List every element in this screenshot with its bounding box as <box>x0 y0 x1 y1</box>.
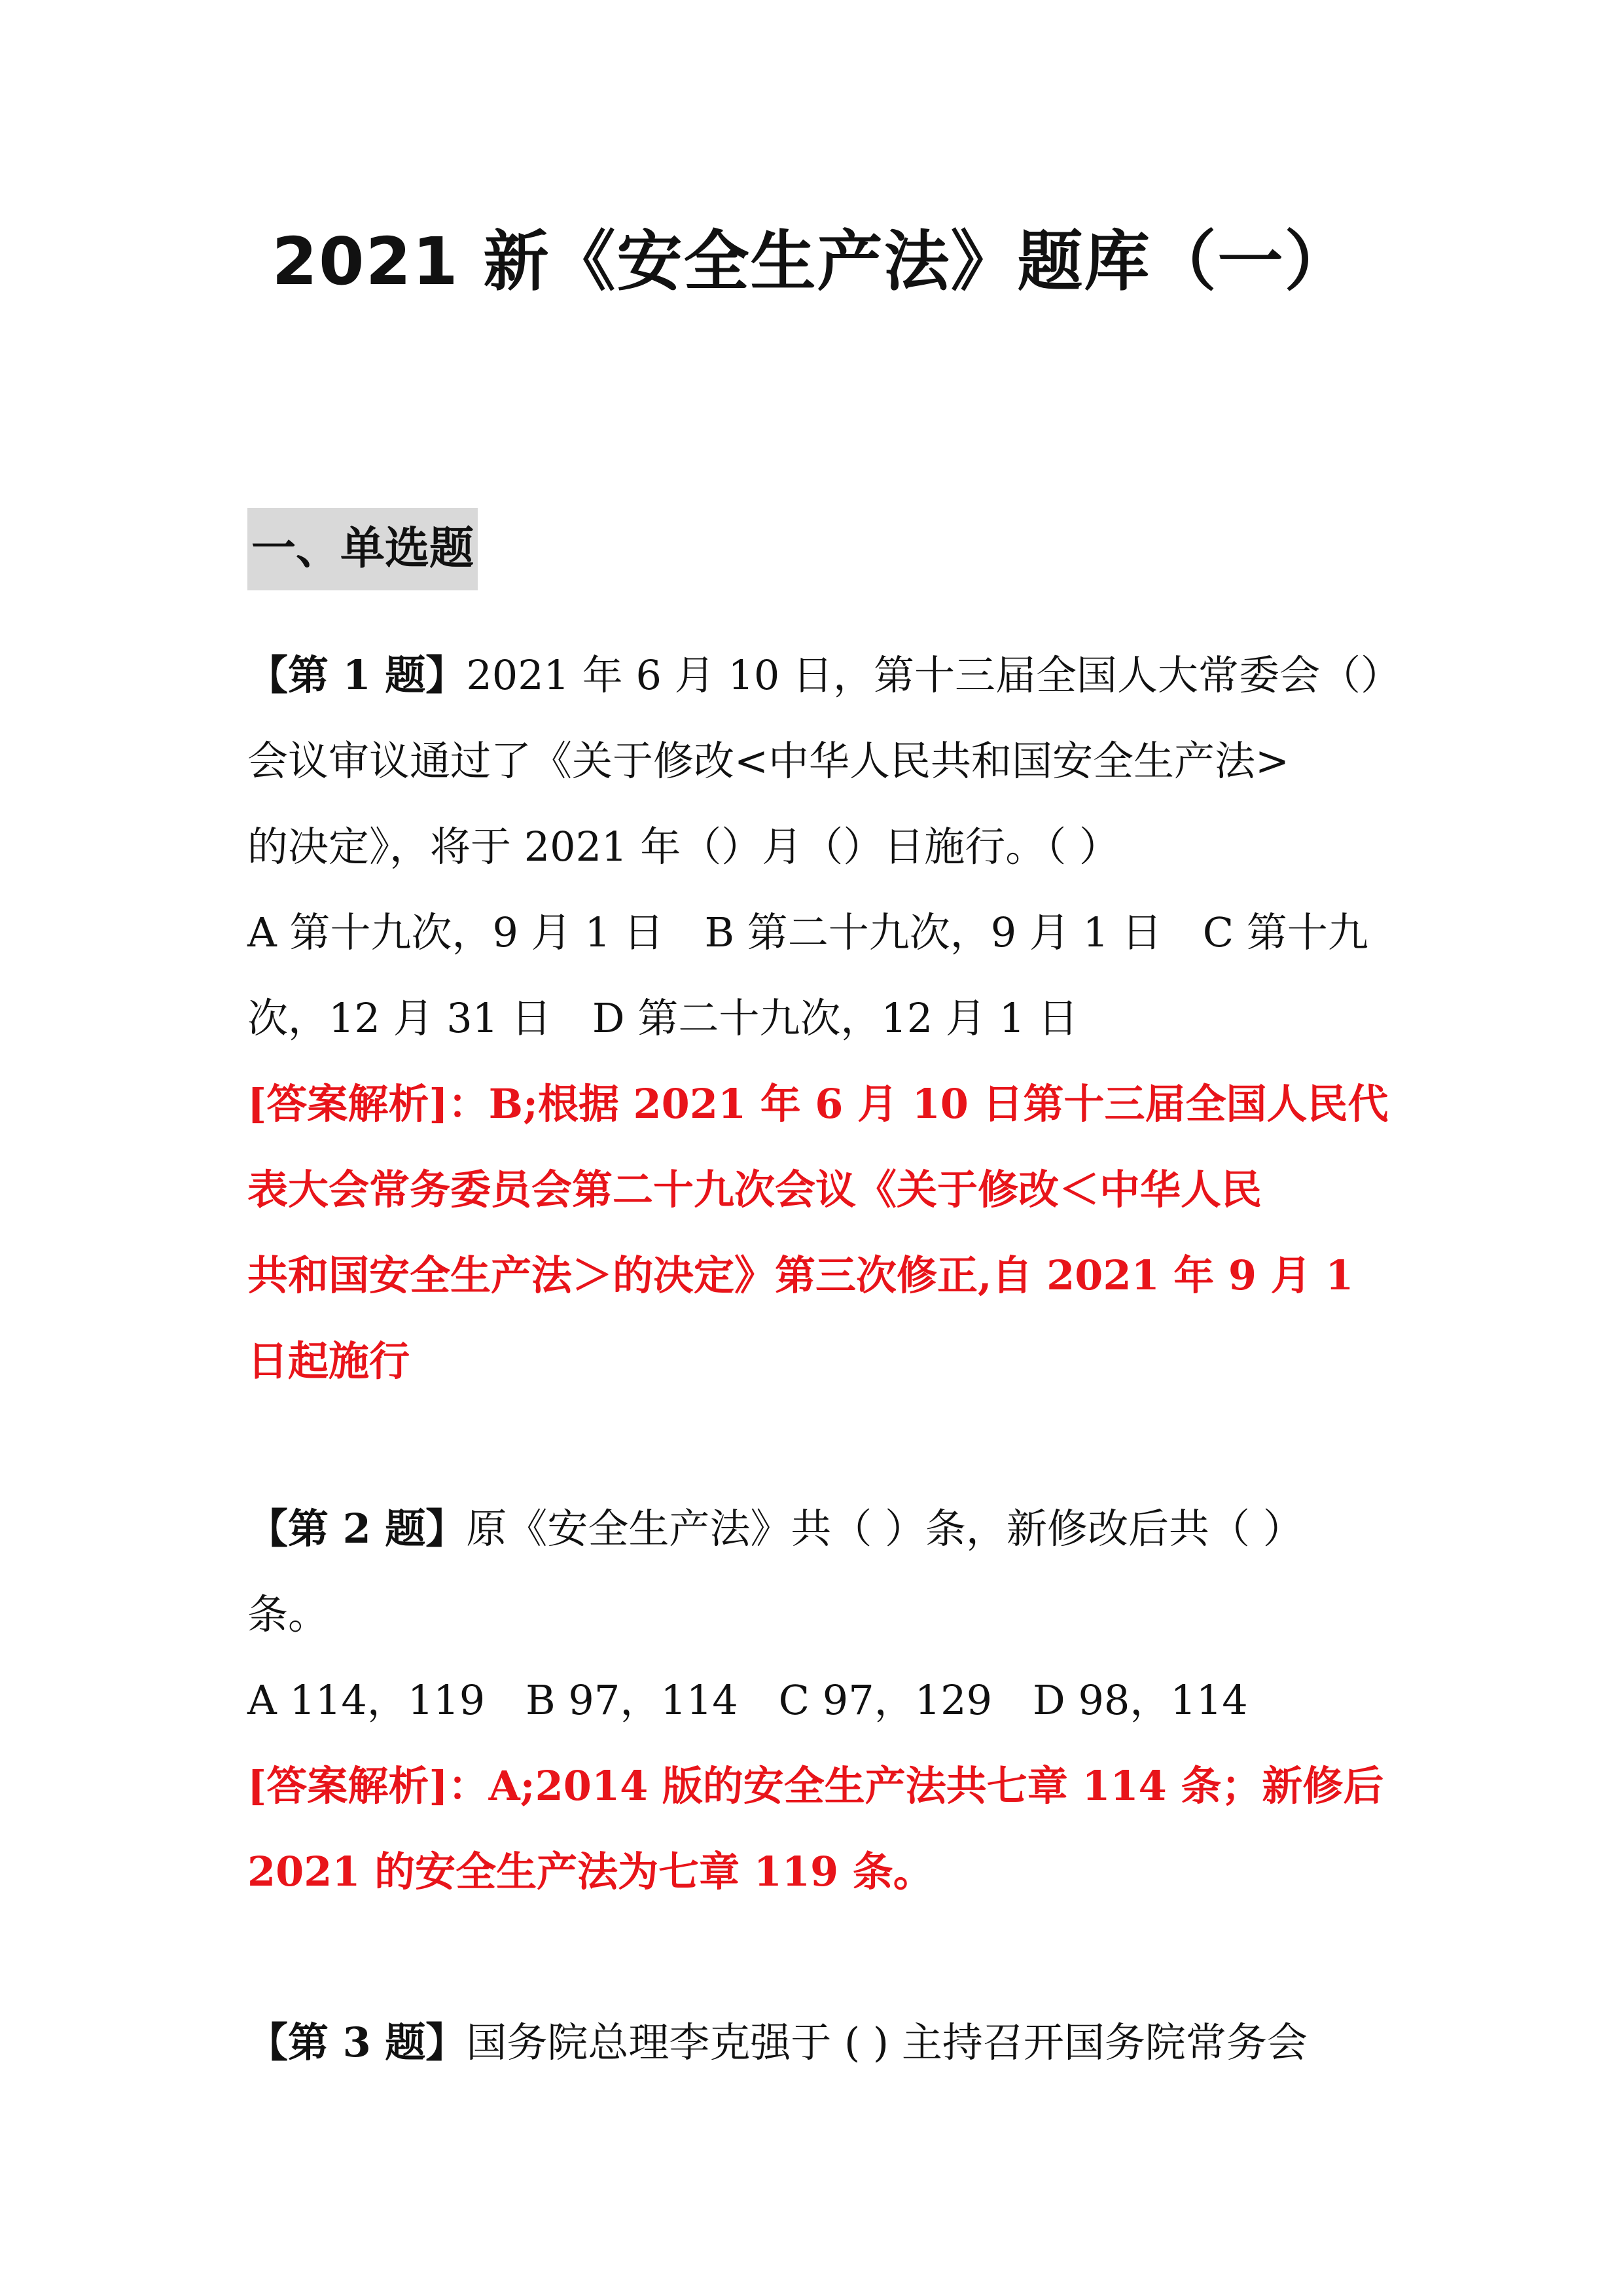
question-1-answer-4: 日起施行 <box>247 1337 410 1385</box>
question-2-label: 【第 2 题】 <box>247 1505 467 1552</box>
question-1-label: 【第 1 题】 <box>247 651 467 699</box>
question-1 <box>247 632 1401 1404</box>
page-title: 2021 新《安全生产法》题库（一） <box>272 223 1351 300</box>
question-2-answer-2: 2021 的安全生产法为七章 119 条。 <box>247 1848 934 1895</box>
question-3-label: 【第 3 题】 <box>247 2018 467 2066</box>
question-3 <box>247 2000 1386 2085</box>
question-2-answer-1: [答案解析]：A;2014 版的安全生产法共七章 114 条；新修后 <box>247 1762 1384 1810</box>
question-1-line-2: 会议审议通过了《关于修改<中华人民共和国安全生产法> <box>247 737 1289 785</box>
question-1-answer-3: 共和国安全生产法＞的决定》第三次修正,自 2021 年 9 月 1 <box>247 1251 1354 1299</box>
question-3-line-1 <box>247 2000 1386 2085</box>
question-2-line-1 <box>247 1486 1386 1571</box>
question-3-text: 国务院总理李克强于 ( ) 主持召开国务院常务会 <box>466 2018 1308 2066</box>
question-1-answer-2: 表大会常务委员会第二十九次会议《关于修改＜中华人民 <box>247 1166 1262 1213</box>
question-2-text: 原《安全生产法》共（ ）条，新修改后共（ ） <box>466 1505 1304 1552</box>
question-1-line-1 <box>247 632 1401 718</box>
question-1-line-3: 的决定》，将于 2021 年（）月（）日施行。（ ） <box>247 823 1120 870</box>
question-1-options-1: A 第十九次，9 月 1 日 B 第二十九次，9 月 1 日 C 第十九 <box>247 908 1368 956</box>
question-1-answer-1: [答案解析]：B;根据 2021 年 6 月 10 日第十三届全国人民代 <box>247 1080 1389 1128</box>
question-1-text: 2021 年 6 月 10 日，第十三届全国人大常委会（） <box>466 651 1401 699</box>
section-heading: 一、单选题 <box>247 508 478 590</box>
question-1-options-2: 次，12 月 31 日 D 第二十九次，12 月 1 日 <box>247 994 1079 1042</box>
question-2-options-1: A 114，119 B 97，114 C 97，129 D 98，114 <box>247 1676 1248 1724</box>
question-2-line-2: 条。 <box>247 1590 329 1638</box>
question-2 <box>247 1486 1386 1914</box>
